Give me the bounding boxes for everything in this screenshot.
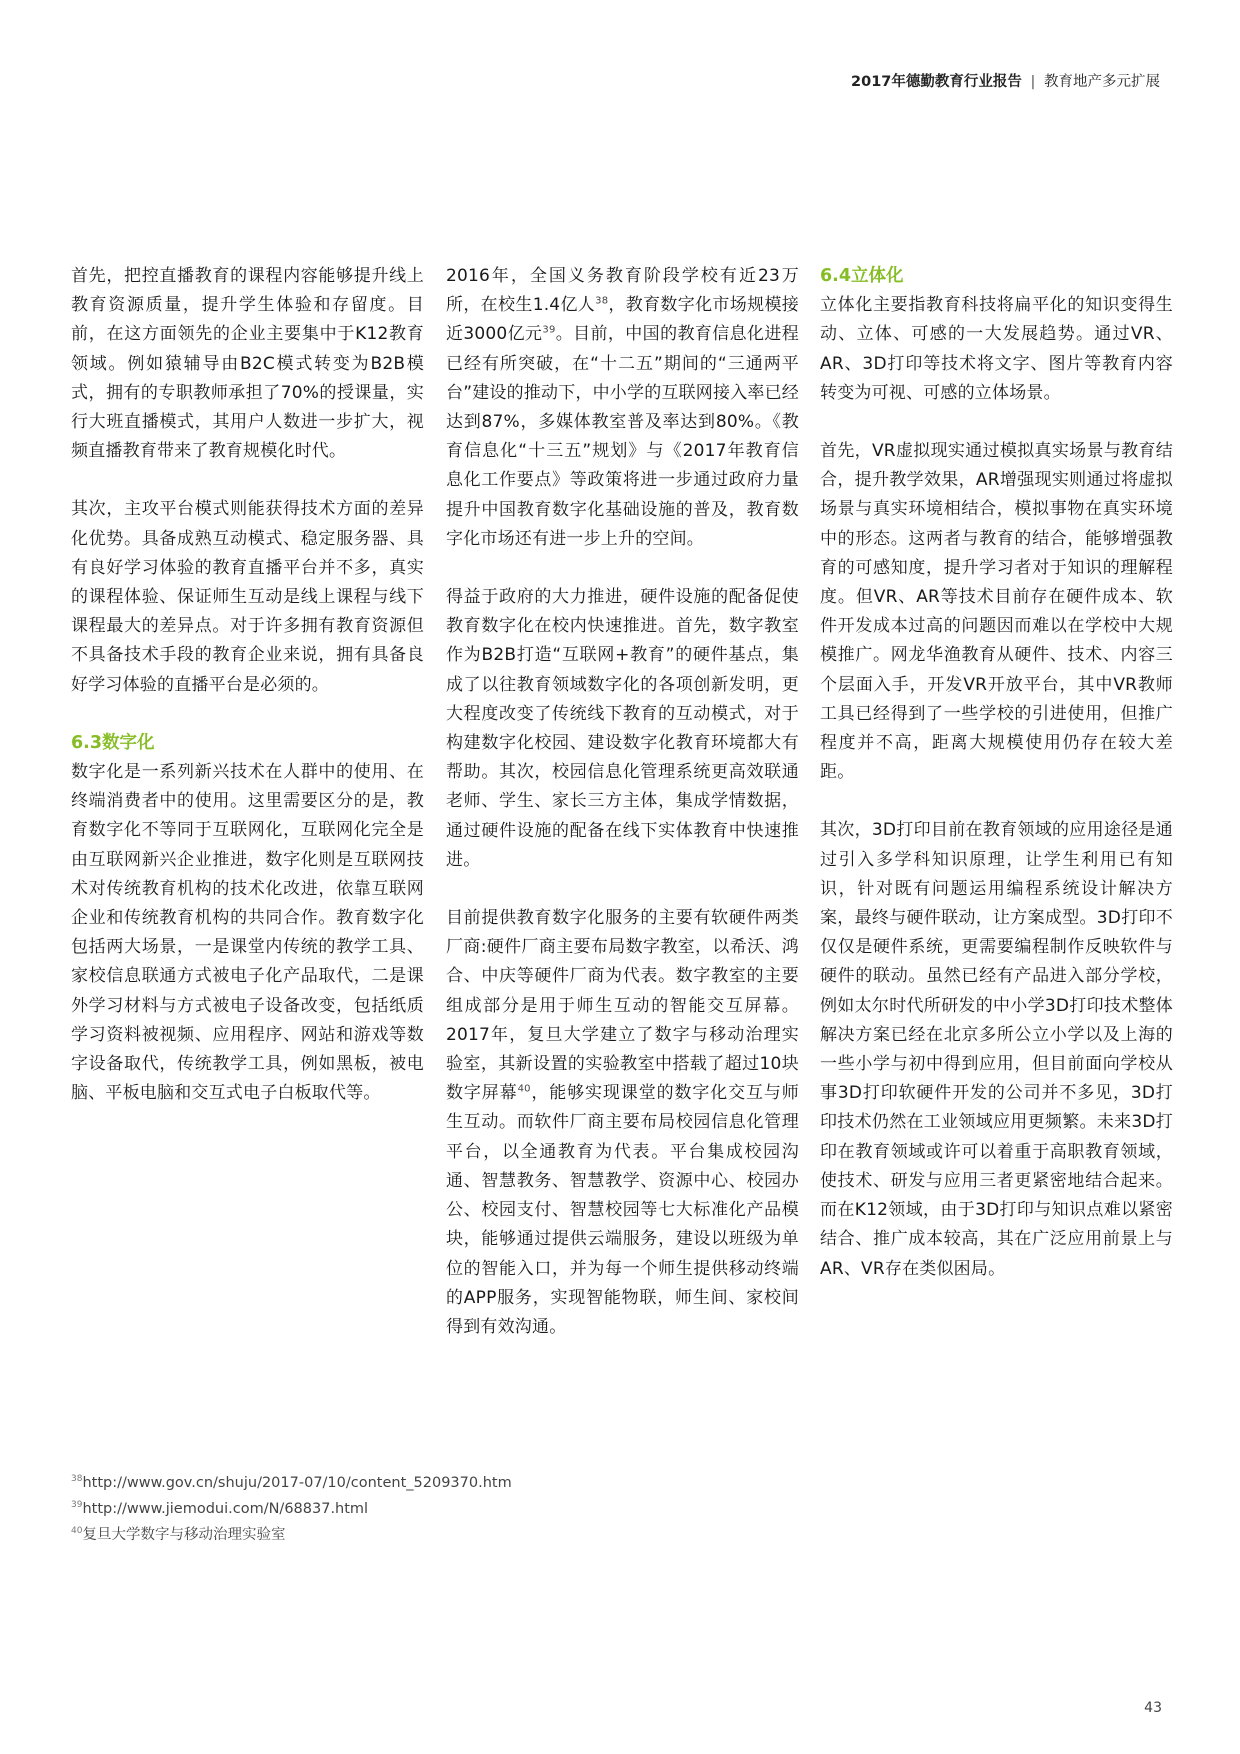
page-header bbox=[851, 70, 1160, 91]
paragraph: 首先，VR虚拟现实通过模拟真实场景与教育结合，提升教学效果，AR增强现实则通过将虚拟场景与真实环境相结合，模拟事物在真实环境中的形态。这两者与教育的结合，能够增强教育的可感知度，提升学习者对于知识的理解程度。但VR、AR等技术目前存在硬件成本、软件开发成本过高的问题因而难以在学校中大规模推广。网龙华渔教育从硬件、技术、内容三个层面入手，开发VR开放平台，其中VR教师工具已经得到了一些学校的引进使用，但推广程度并不高，距离大规模使用仍存在较大差距。 bbox=[820, 441, 1173, 783]
page-number: 43 bbox=[1144, 1700, 1162, 1716]
header-separator: | bbox=[1030, 74, 1036, 90]
footnote-link[interactable]: http://www.jiemodui.com/N/68837.html bbox=[82, 1501, 369, 1517]
footnote bbox=[71, 1470, 512, 1496]
footnote-ref[interactable]: 39 bbox=[542, 324, 556, 336]
footnote-text: 复旦大学数字与移动治理实验室 bbox=[82, 1527, 286, 1543]
text-run: 。目前，中国的教育信息化进程已经有所突破，在“十二五”期间的“三通两平台”建设的推动下，中小学的互联网接入率已经达到87%，多媒体教室普及率达到80%。《教育信息化“十三五”规划》与《2017年教育信息化工作要点》等政策将进一步通过政府力量提升中国教育数字化基础设施的普及，教育数字化市场还有进一步上升的空间。 bbox=[446, 324, 800, 549]
paragraph bbox=[446, 262, 799, 554]
footnote bbox=[71, 1496, 512, 1522]
text-run: 2016年，全国义务教育阶段学校有近23万所，在校生1.4亿人 bbox=[446, 266, 799, 316]
paragraph: 得益于政府的大力推进，硬件设施的配备促使教育数字化在校内快速推进。首先，数字教室作为B2B打造“互联网+教育”的硬件基点，集成了以往教育领域数字化的各项创新发明，更大程度改变了传统线下教育的互动模式，对于构建数字化校园、建设数字化教育环境都大有帮助。其次，校园信息化管理系统更高效联通老师、学生、家长三方主体，集成学情数据，通过硬件设施的配备在线下实体教育中快速推进。 bbox=[446, 587, 799, 870]
paragraph: 其次，主攻平台模式则能获得技术方面的差异化优势。具备成熟互动模式、稳定服务器、具有良好学习体验的教育直播平台并不多，真实的课程体验、保证师生互动是线上课程与线下课程最大的差异点。对于许多拥有教育资源但不具备技术手段的教育企业来说，拥有具备良好学习体验的直播平台是必须的。 bbox=[71, 499, 424, 695]
footnote-link[interactable]: http://www.gov.cn/shuju/2017-07/10/content_5209370.htm bbox=[82, 1475, 512, 1491]
paragraph: 首先，把控直播教育的课程内容能够提升线上教育资源质量，提升学生体验和存留度。目前，在这方面领先的企业主要集中于K12教育领域。例如猿辅导由B2C模式转变为B2B模式，拥有的专职教师承担了70%的授课量，实行大班直播模式，其用户人数进一步扩大，视频直播教育带来了教育规模化时代。 bbox=[71, 266, 424, 462]
footnote-ref[interactable]: 40 bbox=[517, 1083, 531, 1095]
text-run: ，能够实现课堂的数字化交互与师生互动。而软件厂商主要布局校园信息化管理平台，以全通教育为代表。平台集成校园沟通、智慧教务、智慧教学、资源中心、校园办公、校园支付、智慧校园等七大标准化产品模块，能够通过提供云端服务，建设以班级为单位的智能入口，并为每一个师生提供移动终端的APP服务，实现智能物联，师生间、家校间得到有效沟通。 bbox=[446, 1083, 799, 1337]
section-heading-6-3: 6.3数字化 bbox=[71, 732, 155, 753]
footnote bbox=[71, 1522, 512, 1548]
column-right bbox=[820, 262, 1173, 1284]
footnotes bbox=[71, 1470, 512, 1548]
footnote-number: 39 bbox=[71, 1500, 83, 1511]
text-run: 目前提供教育数字化服务的主要有软硬件两类厂商:硬件厂商主要布局数字教室，以希沃、鸿合、中庆等硬件厂商为代表。数字教室的主要组成部分是用于师生互动的智能交互屏幕。2017年，复旦大学建立了数字与移动治理实验室，其新设置的实验教室中搭载了超过10块数字屏幕 bbox=[446, 908, 799, 1104]
column-left bbox=[71, 262, 424, 1108]
text-run: ，教育数字化市场规模接近3000亿元 bbox=[446, 295, 799, 345]
paragraph bbox=[446, 904, 799, 1342]
paragraph: 立体化主要指教育科技将扁平化的知识变得生动、立体、可感的一大发展趋势。通过VR、AR、3D打印等技术将文字、图片等教育内容转变为可视、可感的立体场景。 bbox=[820, 295, 1173, 403]
column-middle bbox=[446, 262, 799, 1342]
report-title: 2017年德勤教育行业报告 bbox=[851, 74, 1022, 90]
footnote-ref[interactable]: 38 bbox=[595, 295, 609, 307]
footnote-number: 40 bbox=[71, 1526, 83, 1537]
paragraph: 数字化是一系列新兴技术在人群中的使用、在终端消费者中的使用。这里需要区分的是，教育数字化不等同于互联网化，互联网化完全是由互联网新兴企业推进，数字化则是互联网技术对传统教育机构的技术化改进，依靠互联网企业和传统教育机构的共同合作。教育数字化包括两大场景，一是课堂内传统的教学工具、家校信息联通方式被电子化产品取代，二是课外学习材料与方式被电子设备改变，包括纸质学习资料被视频、应用程序、网站和游戏等数字设备取代，传统教学工具，例如黑板，被电脑、平板电脑和交互式电子白板取代等。 bbox=[71, 762, 424, 1104]
section-title: 教育地产多元扩展 bbox=[1044, 74, 1160, 90]
paragraph: 其次，3D打印目前在教育领域的应用途径是通过引入多学科知识原理，让学生利用已有知识，针对既有问题运用编程系统设计解决方案，最终与硬件联动，让方案成型。3D打印不仅仅是硬件系统，更需要编程制作反映软件与硬件的联动。虽然已经有产品进入部分学校，例如太尔时代所研发的中小学3D打印技术整体解决方案已经在北京多所公立小学以及上海的一些小学与初中得到应用，但目前面向学校从事3D打印软硬件开发的公司并不多见，3D打印技术仍然在工业领域应用更频繁。未来3D打印在教育领域或许可以着重于高职教育领域，使技术、研发与应用三者更紧密地结合起来。而在K12领域，由于3D打印与知识点难以紧密结合、推广成本较高，其在广泛应用前景上与AR、VR存在类似困局。 bbox=[820, 820, 1173, 1279]
section-heading-6-4: 6.4立体化 bbox=[820, 266, 904, 286]
footnote-number: 38 bbox=[71, 1474, 83, 1485]
